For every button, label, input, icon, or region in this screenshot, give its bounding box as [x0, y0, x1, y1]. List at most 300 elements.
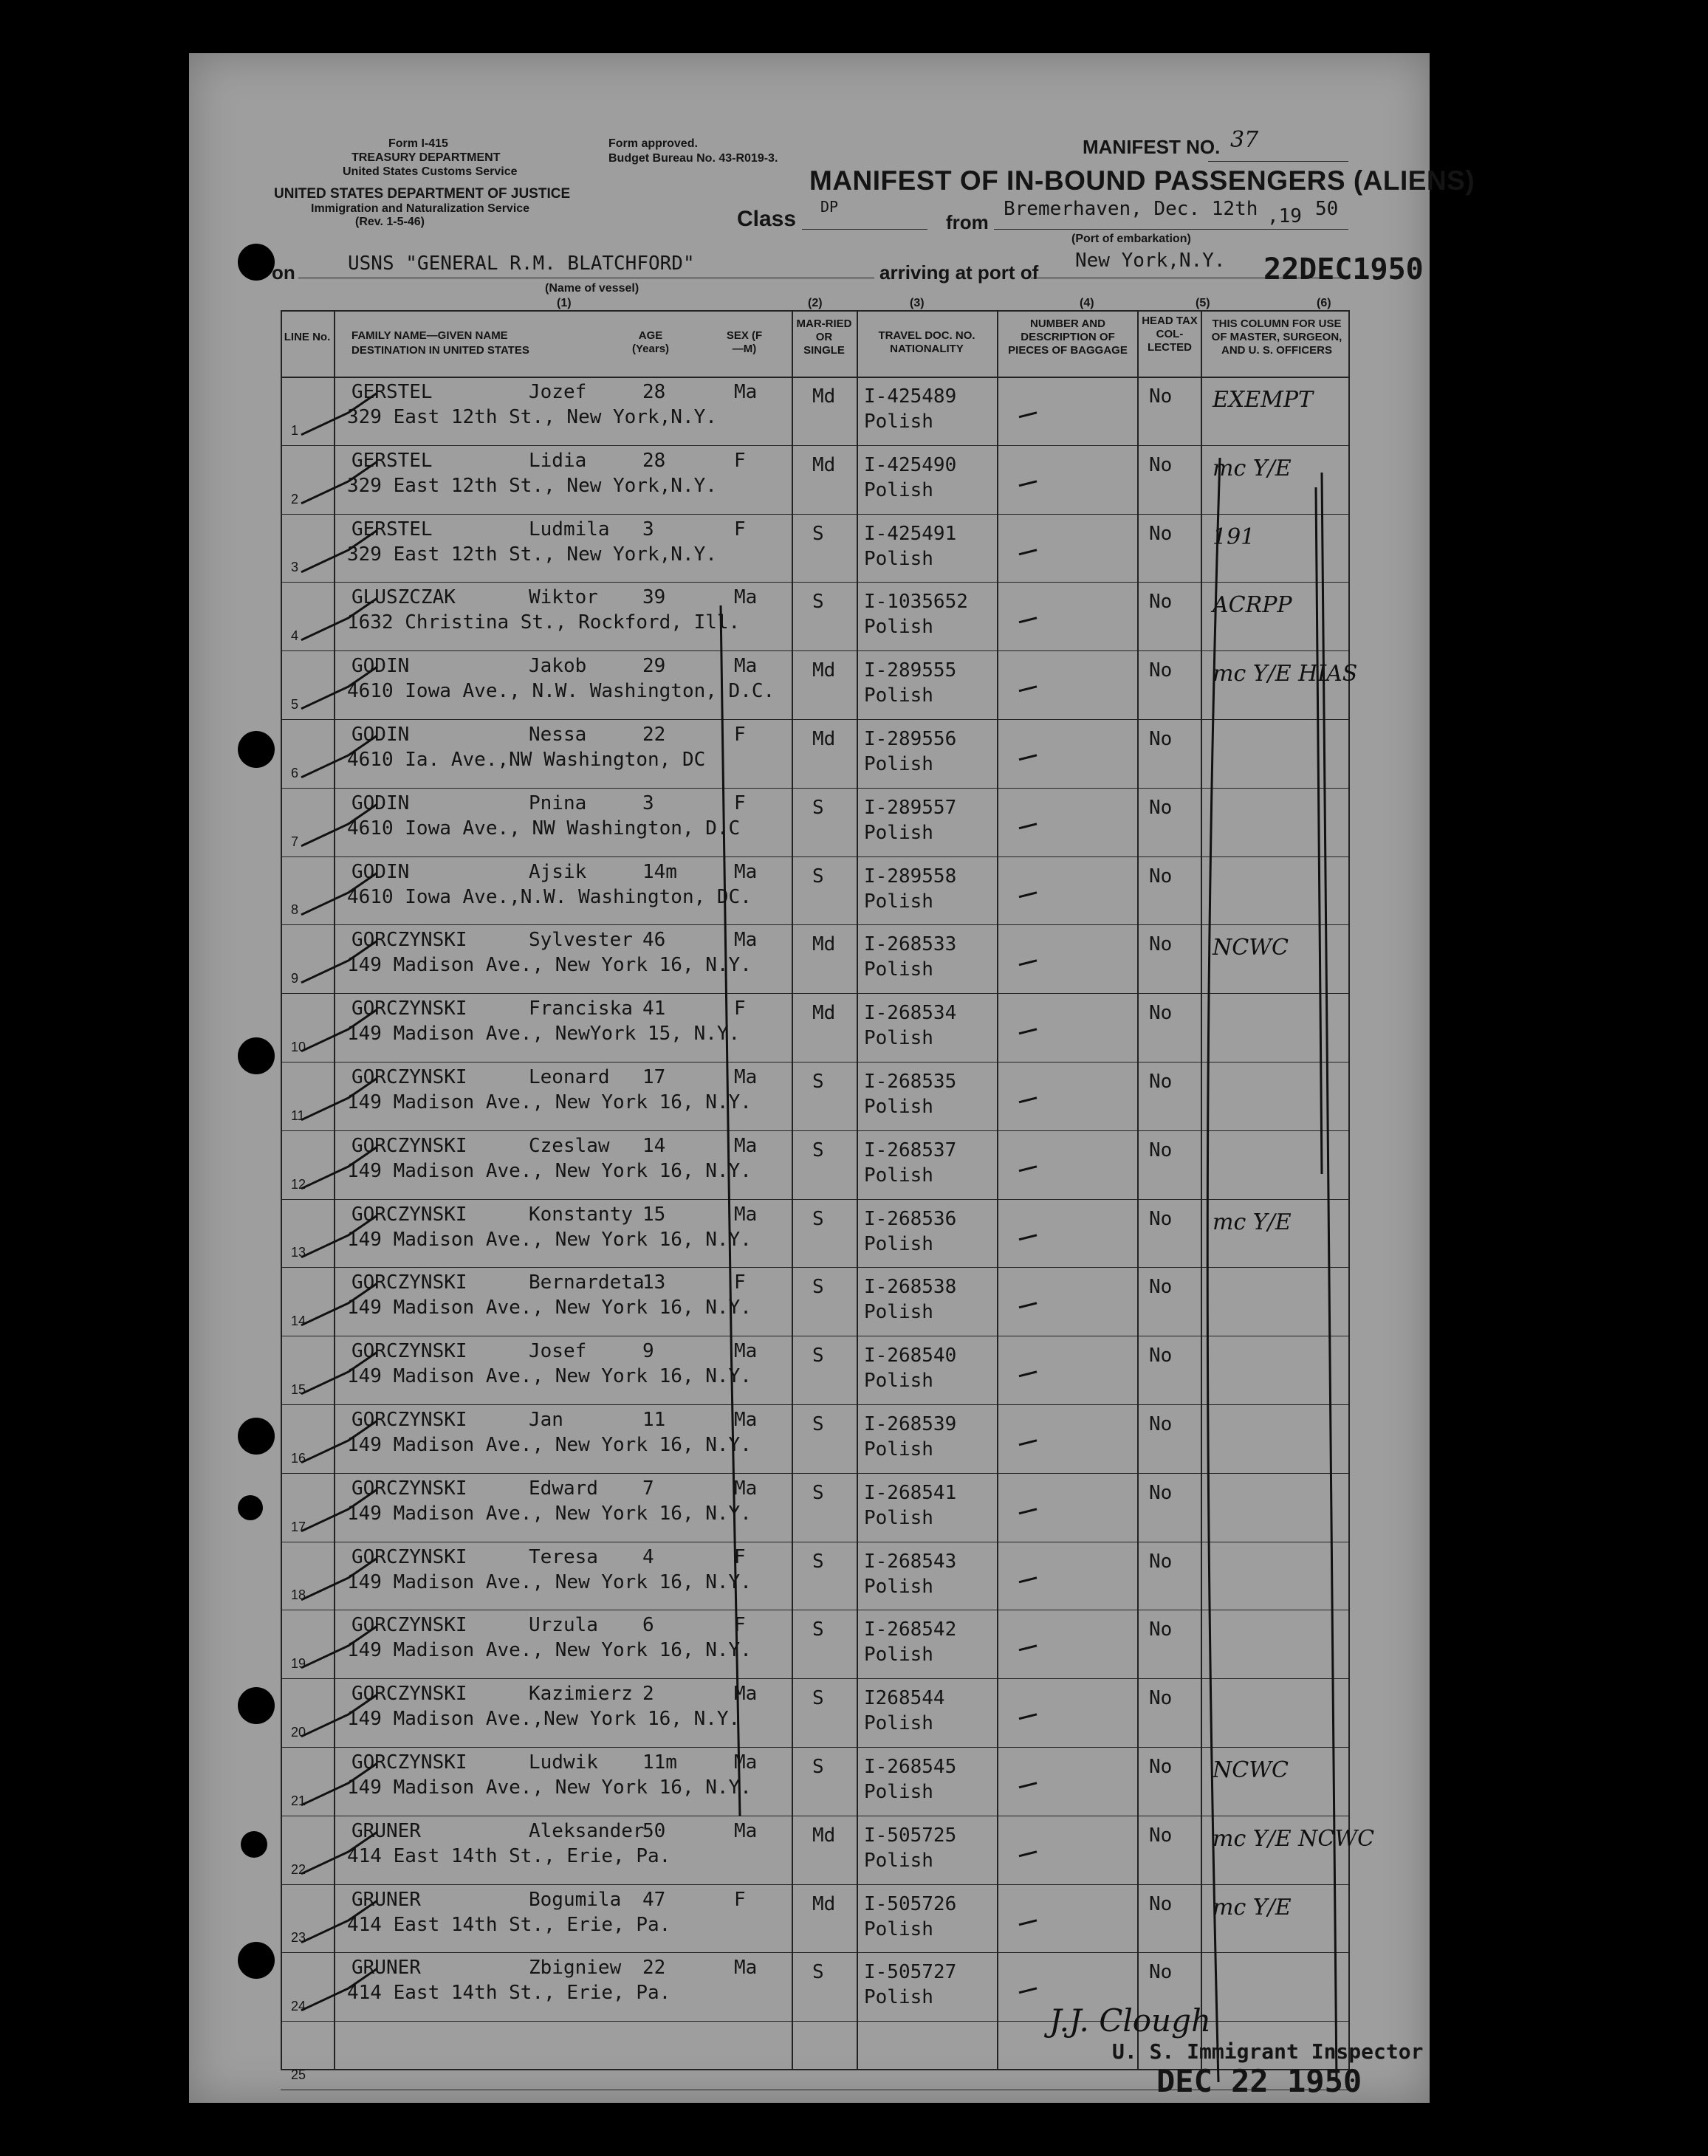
- sex: F: [734, 449, 746, 472]
- sex: Ma: [734, 860, 758, 883]
- col-header-age: AGE (Years): [632, 329, 670, 355]
- col-header-line: LINE No.: [284, 331, 331, 343]
- marital-status: Md: [812, 1892, 836, 1915]
- head-tax: No: [1149, 385, 1173, 408]
- customs-service: United States Customs Service: [343, 165, 518, 178]
- sex: Ma: [734, 1683, 758, 1706]
- age: 14: [642, 1134, 666, 1157]
- head-tax: No: [1149, 728, 1173, 750]
- age: 11m: [642, 1751, 677, 1774]
- destination: 149 Madison Ave.,New York 16, N.Y.: [347, 1708, 741, 1731]
- age: 47: [642, 1888, 666, 1911]
- given-name: Bogumila: [529, 1888, 622, 1911]
- nationality: Polish: [864, 1506, 933, 1529]
- family-name: GRUNER: [351, 1888, 421, 1911]
- given-name: Jozef: [529, 381, 587, 403]
- handwritten-marks: [281, 310, 1350, 2156]
- age: 2: [642, 1683, 654, 1706]
- nationality: Polish: [864, 616, 933, 639]
- sex: Ma: [734, 1203, 758, 1226]
- travel-doc-no: I-268536: [864, 1207, 957, 1230]
- nationality: Polish: [864, 821, 933, 844]
- line-number: 20: [291, 1724, 306, 1740]
- family-name: GORCZYNSKI: [351, 929, 467, 952]
- family-name: GODIN: [351, 724, 410, 746]
- head-tax: No: [1149, 1071, 1173, 1093]
- head-tax: No: [1149, 1002, 1173, 1025]
- marital-status: Md: [812, 933, 836, 956]
- age: 50: [642, 1819, 666, 1842]
- destination: 414 East 14th St., Erie, Pa.: [347, 1982, 671, 2005]
- family-name: GORCZYNSKI: [351, 1409, 467, 1431]
- arrival-port: New York,N.Y.: [1075, 250, 1226, 272]
- marital-status: Md: [812, 728, 836, 750]
- destination: 149 Madison Ave., New York 16, N.Y.: [347, 1639, 752, 1662]
- given-name: Jakob: [529, 655, 587, 678]
- travel-doc-no: I268544: [864, 1687, 945, 1710]
- travel-doc-no: I-268538: [864, 1276, 957, 1299]
- family-name: GORCZYNSKI: [351, 1203, 467, 1226]
- family-name: GODIN: [351, 860, 410, 883]
- family-name: GORCZYNSKI: [351, 1066, 467, 1088]
- sex: F: [734, 998, 746, 1020]
- marital-status: S: [812, 1345, 824, 1367]
- destination: 4610 Ia. Ave.,NW Washington, DC: [347, 749, 706, 771]
- sex: Ma: [734, 1751, 758, 1774]
- head-tax: No: [1149, 1276, 1173, 1299]
- head-tax: No: [1149, 933, 1173, 956]
- nationality: Polish: [864, 753, 933, 775]
- head-tax: No: [1149, 659, 1173, 682]
- nationality: Polish: [864, 1644, 933, 1666]
- line-number: 2: [291, 491, 299, 507]
- form-rev: (Rev. 1-5-46): [355, 216, 425, 228]
- officer-note: mc Y/E: [1213, 455, 1292, 481]
- marital-status: S: [812, 1618, 824, 1641]
- sex: Ma: [734, 655, 758, 678]
- travel-doc-no: I-268545: [864, 1756, 957, 1778]
- marital-status: S: [812, 591, 824, 614]
- binder-hole: [238, 1687, 275, 1724]
- nationality: Polish: [864, 890, 933, 913]
- travel-doc-no: I-1035652: [864, 591, 968, 614]
- line-number: 9: [291, 971, 299, 986]
- inspector-label: U. S. Immigrant Inspector: [1112, 2039, 1424, 2064]
- sex: Ma: [734, 1477, 758, 1500]
- line-number: 14: [291, 1314, 306, 1329]
- travel-doc-no: I-425489: [864, 385, 957, 408]
- given-name: Franciska: [529, 998, 633, 1020]
- officer-note: NCWC: [1213, 1757, 1289, 1783]
- col-header-headtax: HEAD TAX COL-LECTED: [1142, 315, 1198, 354]
- sex: Ma: [734, 1340, 758, 1363]
- family-name: GORCZYNSKI: [351, 1751, 467, 1774]
- officer-note: 191: [1213, 523, 1255, 550]
- from-label: from: [946, 211, 989, 233]
- marital-status: Md: [812, 385, 836, 408]
- head-tax: No: [1149, 1756, 1173, 1778]
- class-value: DP: [820, 198, 839, 216]
- marital-status: S: [812, 1961, 824, 1984]
- age: 3: [642, 792, 654, 814]
- destination: 4610 Iowa Ave.,N.W. Washington, DC.: [347, 885, 752, 908]
- sex: Ma: [734, 1066, 758, 1088]
- marital-status: Md: [812, 1002, 836, 1025]
- nationality: Polish: [864, 1849, 933, 1872]
- family-name: GORCZYNSKI: [351, 998, 467, 1020]
- age: 29: [642, 655, 666, 678]
- head-tax-check-line: [1207, 458, 1220, 2082]
- binder-hole: [238, 1418, 275, 1455]
- destination: 414 East 14th St., Erie, Pa.: [347, 1913, 671, 1936]
- line-number: 8: [291, 902, 299, 918]
- col-num-6: (6): [1317, 297, 1331, 309]
- destination: 329 East 12th St., New York,N.Y.: [347, 474, 717, 497]
- sex-column-line: [721, 605, 740, 1816]
- treasury-dept: TREASURY DEPARTMENT: [351, 151, 501, 164]
- line-number: 23: [291, 1930, 306, 1946]
- destination: 149 Madison Ave., New York 16, N.Y.: [347, 1776, 752, 1799]
- year-prefix: ,19: [1267, 205, 1302, 227]
- given-name: Zbigniew: [529, 1957, 622, 1980]
- family-name: GLUSZCZAK: [351, 586, 456, 609]
- age: 15: [642, 1203, 666, 1226]
- travel-doc-no: I-268535: [864, 1071, 957, 1093]
- nationality: Polish: [864, 684, 933, 707]
- binder-hole: [238, 1495, 263, 1520]
- head-tax: No: [1149, 1824, 1173, 1847]
- officer-note: mc Y/E: [1213, 1894, 1292, 1920]
- age: 22: [642, 1957, 666, 1980]
- marital-status: Md: [812, 659, 836, 682]
- age: 14m: [642, 860, 677, 883]
- line-number: 15: [291, 1381, 306, 1397]
- travel-doc-no: I-268542: [864, 1618, 957, 1641]
- family-name: GODIN: [351, 792, 410, 814]
- sex: Ma: [734, 381, 758, 403]
- binder-hole: [238, 731, 275, 768]
- given-name: Urzula: [529, 1614, 598, 1637]
- nationality: Polish: [864, 958, 933, 981]
- family-name: GORCZYNSKI: [351, 1340, 467, 1363]
- sex: F: [734, 1888, 746, 1911]
- col-header-name: FAMILY NAME—GIVEN NAME: [351, 329, 508, 342]
- given-name: Nessa: [529, 724, 587, 746]
- age: 41: [642, 998, 666, 1020]
- nationality: Polish: [864, 478, 933, 501]
- line-number: 6: [291, 765, 299, 780]
- travel-doc-no: I-289558: [864, 865, 957, 888]
- col-header-married: MAR-RIED OR SINGLE: [796, 317, 852, 357]
- head-tax: No: [1149, 591, 1173, 614]
- travel-doc-no: I-505725: [864, 1824, 957, 1847]
- officer-note: mc Y/E: [1213, 1209, 1292, 1235]
- given-name: Czeslaw: [529, 1134, 610, 1157]
- officer-note: mc Y/E HIAS: [1213, 661, 1358, 687]
- officer-note: ACRPP: [1213, 592, 1292, 619]
- head-tax: No: [1149, 1207, 1173, 1230]
- family-name: GERSTEL: [351, 381, 433, 403]
- given-name: Bernardeta: [529, 1271, 645, 1294]
- given-name: Konstanty: [529, 1203, 633, 1226]
- travel-doc-no: I-289555: [864, 659, 957, 682]
- form-number: Form I-415: [388, 137, 448, 150]
- destination: 1632 Christina St., Rockford, Ill.: [347, 611, 741, 634]
- justice-dept: UNITED STATES DEPARTMENT OF JUSTICE: [274, 186, 571, 202]
- sex: Ma: [734, 1409, 758, 1431]
- sex: F: [734, 518, 746, 540]
- destination: 329 East 12th St., New York,N.Y.: [347, 543, 717, 566]
- destination: 414 East 14th St., Erie, Pa.: [347, 1844, 671, 1867]
- destination: 149 Madison Ave., New York 16, N.Y.: [347, 1297, 752, 1319]
- given-name: Edward: [529, 1477, 598, 1500]
- marital-status: S: [812, 1756, 824, 1778]
- sex: F: [734, 1545, 746, 1568]
- given-name: Kazimierz: [529, 1683, 633, 1706]
- nationality: Polish: [864, 1370, 933, 1393]
- head-tax: No: [1149, 1413, 1173, 1435]
- line-number: 3: [291, 560, 299, 575]
- arriving-label: arriving at port of: [879, 261, 1039, 284]
- head-tax: No: [1149, 453, 1173, 476]
- travel-doc-no: I-268534: [864, 1002, 957, 1025]
- on-label: on: [272, 261, 295, 284]
- family-name: GORCZYNSKI: [351, 1477, 467, 1500]
- nationality: Polish: [864, 1164, 933, 1187]
- sex: Ma: [734, 1134, 758, 1157]
- passenger-table: [281, 310, 1375, 2156]
- travel-doc-no: I-268539: [864, 1413, 957, 1435]
- given-name: Sylvester: [529, 929, 633, 952]
- line-number: 17: [291, 1519, 306, 1534]
- manifest-sheet: [189, 53, 1475, 2103]
- travel-doc-no: I-289557: [864, 796, 957, 819]
- col-header-sex: SEX (F—M): [726, 329, 763, 355]
- col-num-5: (5): [1196, 297, 1210, 309]
- given-name: Wiktor: [529, 586, 598, 609]
- sex: Ma: [734, 586, 758, 609]
- destination: 329 East 12th St., New York,N.Y.: [347, 406, 717, 428]
- line-number: 24: [291, 1999, 306, 2014]
- travel-doc-no: I-505726: [864, 1892, 957, 1915]
- col-num-1: (1): [557, 297, 572, 309]
- destination: 149 Madison Ave., NewYork 15, N.Y.: [347, 1023, 741, 1046]
- binder-hole: [241, 1831, 267, 1858]
- line-number: 13: [291, 1245, 306, 1260]
- age: 3: [642, 518, 654, 540]
- travel-doc-no: I-289556: [864, 728, 957, 750]
- line-number: 4: [291, 628, 299, 644]
- line-number: 12: [291, 1176, 306, 1192]
- given-name: Jan: [529, 1409, 563, 1431]
- age: 28: [642, 381, 666, 403]
- col-header-officers: THIS COLUMN FOR USE OF MASTER, SURGEON, AND U. S. OFFICERS: [1211, 317, 1342, 357]
- given-name: Leonard: [529, 1066, 610, 1088]
- age: 13: [642, 1271, 666, 1294]
- inspector-signature: J.J. Clough: [1049, 2002, 1212, 2039]
- destination: 4610 Iowa Ave., N.W. Washington, D.C.: [347, 680, 775, 703]
- col-header-dest: DESTINATION IN UNITED STATES: [351, 344, 529, 357]
- head-tax: No: [1149, 796, 1173, 819]
- destination: 149 Madison Ave., New York 16, N.Y.: [347, 1570, 752, 1593]
- line-number: 10: [291, 1039, 306, 1054]
- nationality: Polish: [864, 1301, 933, 1324]
- head-tax: No: [1149, 1550, 1173, 1573]
- marital-status: S: [812, 1413, 824, 1435]
- travel-doc-no: I-268533: [864, 933, 957, 956]
- form-approved: Form approved.: [608, 137, 698, 150]
- nationality: Polish: [864, 1986, 933, 2009]
- manifest-title: MANIFEST OF IN-BOUND PASSENGERS (ALIENS): [809, 165, 1475, 196]
- sex: F: [734, 1614, 746, 1637]
- age: 4: [642, 1545, 654, 1568]
- nationality: Polish: [864, 1027, 933, 1050]
- given-name: Ludwik: [529, 1751, 598, 1774]
- marital-status: S: [812, 1207, 824, 1230]
- marital-status: S: [812, 522, 824, 545]
- vessel-name: USNS "GENERAL R.M. BLATCHFORD": [348, 253, 695, 275]
- age: 39: [642, 586, 666, 609]
- nationality: Polish: [864, 1781, 933, 1803]
- marital-status: S: [812, 1550, 824, 1573]
- given-name: Lidia: [529, 449, 587, 472]
- head-tax: No: [1149, 1345, 1173, 1367]
- travel-doc-no: I-425490: [864, 453, 957, 476]
- given-name: Ajsik: [529, 860, 587, 883]
- binder-hole: [238, 1942, 275, 1979]
- year-suffix: 50: [1315, 198, 1339, 220]
- officer-note: mc Y/E NCWC: [1213, 1825, 1375, 1852]
- nationality: Polish: [864, 547, 933, 570]
- head-tax: No: [1149, 522, 1173, 545]
- head-tax: No: [1149, 1892, 1173, 1915]
- budget-bureau: Budget Bureau No. 43-R019-3.: [608, 152, 778, 165]
- manifest-no-value: 37: [1230, 127, 1259, 153]
- head-tax: No: [1149, 1961, 1173, 1984]
- age: 22: [642, 724, 666, 746]
- family-name: GRUNER: [351, 1957, 421, 1980]
- family-name: GODIN: [351, 655, 410, 678]
- line-number: 11: [291, 1108, 305, 1123]
- age: 11: [642, 1409, 666, 1431]
- line-number: 7: [291, 834, 299, 849]
- binder-hole: [238, 1037, 275, 1074]
- marital-status: S: [812, 1139, 824, 1161]
- age: 6: [642, 1614, 654, 1637]
- col-num-4: (4): [1080, 297, 1094, 309]
- nationality: Polish: [864, 1575, 933, 1598]
- officer-note: EXEMPT: [1213, 387, 1314, 413]
- age: 46: [642, 929, 666, 952]
- destination: 149 Madison Ave., New York 16, N.Y.: [347, 1434, 752, 1456]
- family-name: GORCZYNSKI: [351, 1614, 467, 1637]
- travel-doc-no: I-268541: [864, 1481, 957, 1504]
- sex: F: [734, 724, 746, 746]
- family-name: GERSTEL: [351, 518, 433, 540]
- destination: 149 Madison Ave., New York 16, N.Y.: [347, 1091, 752, 1113]
- marital-status: S: [812, 1687, 824, 1710]
- marital-status: Md: [812, 453, 836, 476]
- given-name: Aleksander: [529, 1819, 645, 1842]
- col-header-travel: TRAVEL DOC. NO. NATIONALITY: [878, 329, 975, 355]
- head-tax: No: [1149, 1618, 1173, 1641]
- marital-status: S: [812, 865, 824, 888]
- ins-service: Immigration and Naturalization Service: [311, 202, 530, 215]
- line-number: 1: [291, 422, 299, 438]
- from-value: Bremerhaven, Dec. 12th: [1004, 198, 1258, 220]
- family-name: GORCZYNSKI: [351, 1545, 467, 1568]
- date-stamp: 22DEC1950: [1263, 253, 1424, 286]
- manifest-no-label: MANIFEST NO.: [1083, 136, 1221, 158]
- officer-line-2: [1316, 487, 1322, 1174]
- line-number: 21: [291, 1793, 306, 1808]
- col-header-baggage: NUMBER AND DESCRIPTION OF PIECES OF BAGGAGE: [1008, 317, 1128, 357]
- line-number: 16: [291, 1450, 306, 1466]
- given-name: Josef: [529, 1340, 587, 1363]
- nationality: Polish: [864, 1232, 933, 1255]
- nationality: Polish: [864, 1096, 933, 1118]
- nationality: Polish: [864, 1712, 933, 1735]
- binder-hole: [238, 244, 275, 281]
- given-name: Pnina: [529, 792, 587, 814]
- head-tax: No: [1149, 1481, 1173, 1504]
- age: 17: [642, 1066, 666, 1088]
- line-number: 18: [291, 1587, 306, 1603]
- destination: 149 Madison Ave., New York 16, N.Y.: [347, 1502, 752, 1525]
- travel-doc-no: I-425491: [864, 522, 957, 545]
- travel-doc-no: I-268543: [864, 1550, 957, 1573]
- destination: 4610 Iowa Ave., NW Washington, D.C: [347, 817, 741, 840]
- family-name: GORCZYNSKI: [351, 1134, 467, 1157]
- destination: 149 Madison Ave., New York 16, N.Y.: [347, 1159, 752, 1182]
- destination: 149 Madison Ave., New York 16, N.Y.: [347, 1228, 752, 1251]
- line-number: 25: [291, 2067, 306, 2082]
- nationality: Polish: [864, 411, 933, 433]
- family-name: GORCZYNSKI: [351, 1683, 467, 1706]
- line-number: 22: [291, 1861, 306, 1877]
- travel-doc-no: I-505727: [864, 1961, 957, 1984]
- inspector-date-stamp: DEC 22 1950: [1156, 2063, 1362, 2099]
- line-number: 5: [291, 696, 299, 712]
- line-number: 19: [291, 1656, 306, 1672]
- officer-note: NCWC: [1213, 935, 1289, 961]
- head-tax: No: [1149, 865, 1173, 888]
- travel-doc-no: I-268537: [864, 1139, 957, 1161]
- family-name: GERSTEL: [351, 449, 433, 472]
- age: 7: [642, 1477, 654, 1500]
- head-tax: No: [1149, 1139, 1173, 1161]
- destination: 149 Madison Ave., New York 16, N.Y.: [347, 954, 752, 977]
- col-num-2: (2): [808, 297, 823, 309]
- sex: Ma: [734, 1957, 758, 1980]
- sex: F: [734, 1271, 746, 1294]
- marital-status: S: [812, 796, 824, 819]
- age: 28: [642, 449, 666, 472]
- sex: Ma: [734, 1819, 758, 1842]
- port-embark-note: (Port of embarkation): [1071, 233, 1191, 245]
- family-name: GRUNER: [351, 1819, 421, 1842]
- age: 9: [642, 1340, 654, 1363]
- family-name: GORCZYNSKI: [351, 1271, 467, 1294]
- given-name: Ludmila: [529, 518, 610, 540]
- sex: F: [734, 792, 746, 814]
- col-num-3: (3): [910, 297, 925, 309]
- nationality: Polish: [864, 1918, 933, 1940]
- officer-check-line: [1322, 473, 1337, 2082]
- sex: Ma: [734, 929, 758, 952]
- marital-status: Md: [812, 1824, 836, 1847]
- marital-status: S: [812, 1276, 824, 1299]
